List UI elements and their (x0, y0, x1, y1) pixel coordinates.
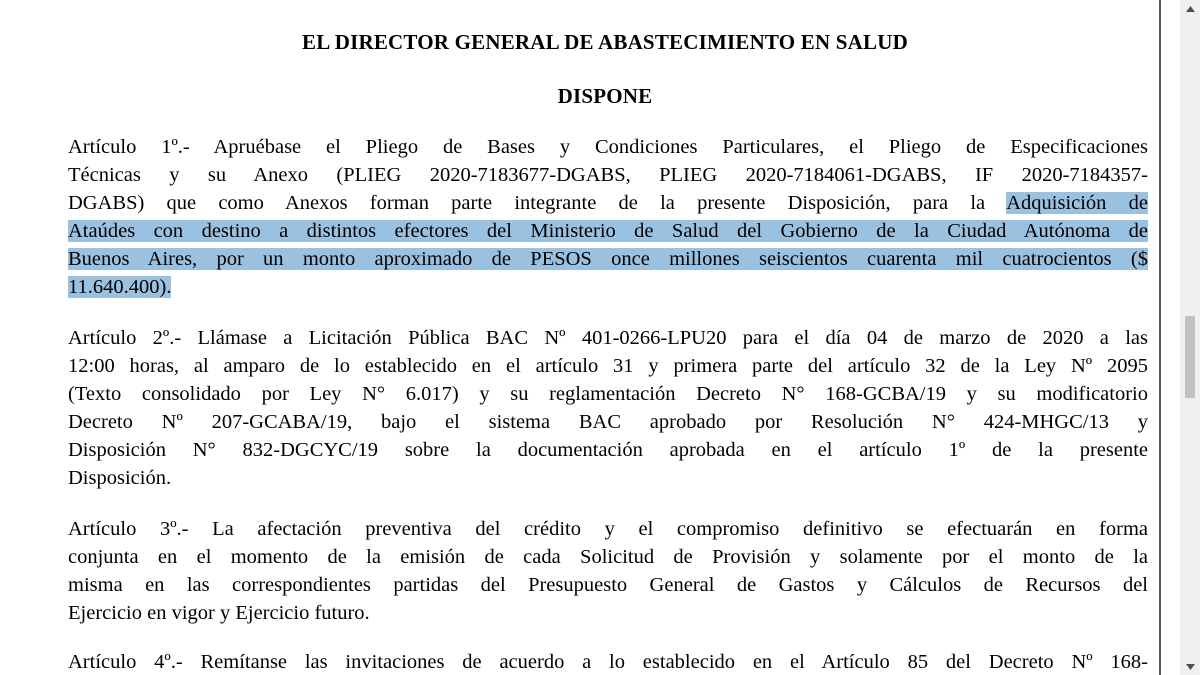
article-3-line: Artículo 3º.- La afectación preventiva del crédito y el compromiso definitivo se efectuarán en forma (68, 518, 1148, 540)
article-1-line: Técnicas y su Anexo (PLIEG 2020-7183677-DGABS, PLIEG 2020-7184061-DGABS, IF 2020-7184357- (68, 164, 1148, 186)
article-1-line (68, 189, 1148, 217)
article-3 (68, 515, 1148, 627)
article-3-line: Ejercicio en vigor y Ejercicio futuro. (68, 602, 370, 624)
article-3-line: misma en las correspondientes partidas del Presupuesto General de Gastos y Cálculos de Recursos del (68, 574, 1148, 596)
article-1 (68, 133, 1148, 301)
article-1-line (68, 245, 1148, 273)
scroll-down-button[interactable] (1180, 658, 1200, 675)
triangle-up-icon (1186, 6, 1195, 12)
document-subheading: DISPONE (557, 84, 653, 108)
article-2-line: 12:00 horas, al amparo de lo establecido en el artículo 31 y primera parte del artículo 32 de la Ley Nº 2095 (68, 355, 1148, 377)
scroll-thumb[interactable] (1185, 316, 1195, 398)
article-2-line: Decreto Nº 207-GCABA/19, bajo el sistema BAC aprobado por Resolución N° 424-MHGC/13 y (68, 411, 1148, 433)
scroll-up-button[interactable] (1180, 0, 1200, 17)
article-2-line: Disposición. (68, 467, 172, 489)
article-2-line: Artículo 2º.- Llámase a Licitación Pública BAC Nº 401-0266-LPU20 para el día 04 de marzo de 2020 a las (68, 327, 1148, 349)
vertical-scrollbar[interactable] (1180, 0, 1200, 675)
article-2 (68, 324, 1148, 492)
selected-text[interactable]: Buenos Aires, por un monto aproximado de PESOS once millones seiscientos cuarenta mil cuatrocientos ($ (68, 248, 1148, 270)
article-2-line: (Texto consolidado por Ley N° 6.017) y su reglamentación Decreto N° 168-GCBA/19 y su modificatorio (68, 383, 1148, 405)
article-1-line: Artículo 1º.- Apruébase el Pliego de Bases y Condiciones Particulares, el Pliego de Especificaciones (68, 136, 1148, 158)
triangle-down-icon (1186, 664, 1195, 670)
article-4-line: Artículo 4º.- Remítanse las invitaciones de acuerdo a lo establecido en el Artículo 85 del Decreto Nº 168- (68, 651, 1148, 673)
article-1-text: DGABS) que como Anexos forman parte integrante de la presente Disposición, para la (68, 192, 1007, 214)
article-4 (68, 648, 1148, 675)
selected-text[interactable]: Adquisición de (1006, 192, 1148, 214)
selected-text[interactable]: Ataúdes con destino a distintos efectores del Ministerio de Salud del Gobierno de la Ciudad Autónoma de (68, 220, 1148, 242)
page-edge-divider (1159, 0, 1161, 675)
article-1-line (68, 217, 1148, 245)
article-3-line: conjunta en el momento de la emisión de cada Solicitud de Provisión y solamente por el monto de la (68, 546, 1148, 568)
article-2-line: Disposición N° 832-DGCYC/19 sobre la documentación aprobada en el artículo 1º de la presente (68, 439, 1148, 461)
document-heading: EL DIRECTOR GENERAL DE ABASTECIMIENTO EN SALUD (302, 30, 908, 54)
selected-text[interactable]: 11.640.400). (68, 276, 172, 298)
article-1-line (68, 273, 1148, 301)
